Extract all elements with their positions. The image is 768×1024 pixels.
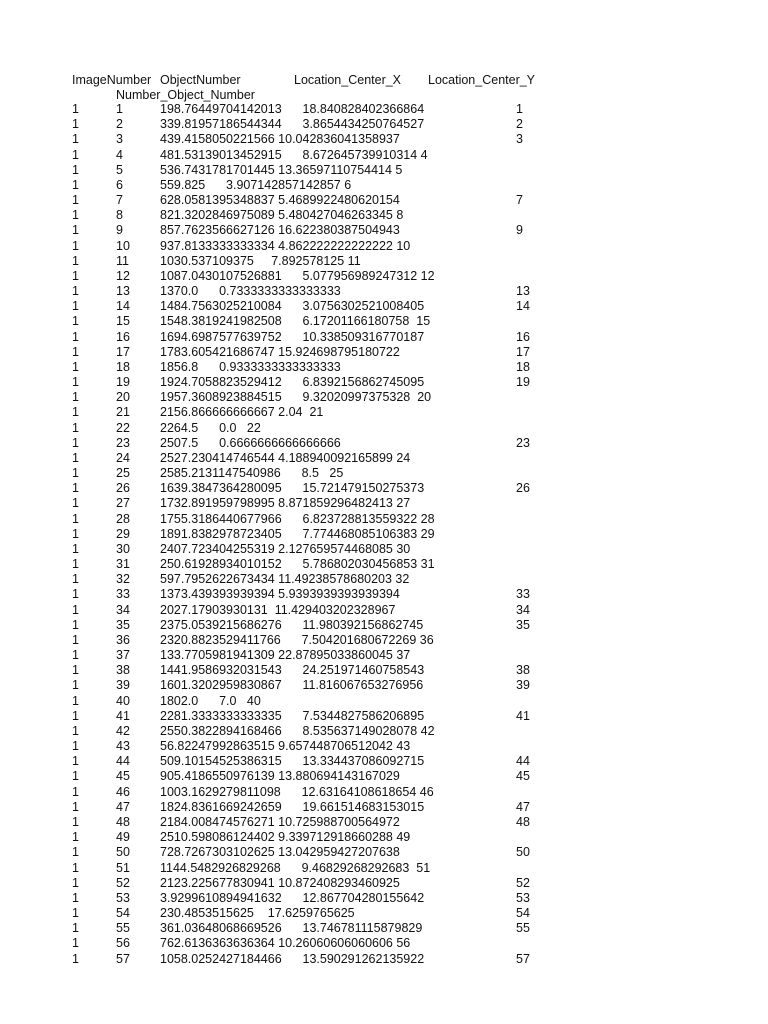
- cell-image-number: 1: [72, 375, 79, 389]
- cell-image-number: 1: [72, 952, 79, 966]
- cell-object-number: 41: [116, 709, 130, 723]
- cell-location-values: 2184.008474576271 10.725988700564972: [160, 815, 400, 829]
- cell-image-number: 1: [72, 102, 79, 116]
- cell-number-object-number: 18: [516, 360, 530, 374]
- cell-object-number: 17: [116, 345, 130, 359]
- cell-image-number: 1: [72, 330, 79, 344]
- cell-number-object-number: 23: [516, 436, 530, 450]
- cell-location-continued: 13.746781115879829: [281, 921, 423, 935]
- cell-image-number: 1: [72, 572, 79, 586]
- cell-location-values: 1030.537109375 7.892578125 11: [160, 254, 361, 268]
- cell-image-number: 1: [72, 800, 79, 814]
- cell-number-object-number: 19: [516, 375, 530, 389]
- cell-image-number: 1: [72, 618, 79, 632]
- cell-object-number: 6: [116, 178, 123, 192]
- cell-image-number: 1: [72, 891, 79, 905]
- cell-image-number: 1: [72, 496, 79, 510]
- cell-location-continued: 11.980392156862745: [281, 618, 424, 632]
- cell-location-values: 1058.0252427184466 13.590291262135922: [160, 952, 425, 966]
- cell-object-number: 25: [116, 466, 130, 480]
- cell-location-values: 762.6136363636364 10.26060606060606 56: [160, 936, 411, 950]
- cell-image-number: 1: [72, 603, 79, 617]
- cell-location-values: 1694.6987577639752 10.338509316770187: [160, 330, 425, 344]
- cell-object-number: 30: [116, 542, 130, 556]
- cell-object-number: 35: [116, 618, 130, 632]
- cell-image-number: 1: [72, 436, 79, 450]
- cell-object-number: 10: [116, 239, 130, 253]
- cell-location-values: 559.825 3.907142857142857 6: [160, 178, 352, 192]
- cell-location-continued: 7.504201680672269 36: [280, 633, 434, 647]
- cell-location-values: 133.7705981941309 22.87895033860045 37: [160, 648, 411, 662]
- cell-number-object-number: 57: [516, 952, 530, 966]
- cell-object-number: 22: [116, 421, 130, 435]
- cell-location-values: 536.7431781701445 13.36597110754414 5: [160, 163, 403, 177]
- cell-number-object-number: 13: [516, 284, 530, 298]
- cell-image-number: 1: [72, 785, 79, 799]
- cell-location-values: 2375.0539215686276 11.980392156862745: [160, 618, 424, 632]
- cell-location-continued: 7.5344827586206895: [281, 709, 425, 723]
- cell-location-continued: 3.0756302521008405: [281, 299, 425, 313]
- cell-location-continued: 13.334437086092715: [281, 754, 425, 768]
- cell-object-number: 26: [116, 481, 130, 495]
- cell-location-values: 2507.5 0.6666666666666666: [160, 436, 341, 450]
- cell-location-values: 1003.1629279811098 12.63164108618654 46: [160, 785, 434, 799]
- cell-location-values: 1548.3819241982508 6.17201166180758 15: [160, 314, 431, 328]
- cell-location-values: 1087.0430107526881 5.077956989247312 12: [160, 269, 435, 283]
- cell-location-values: 1639.3847364280095 15.721479150275373: [160, 481, 425, 495]
- cell-location-continued: 11.816067653276956: [281, 678, 424, 692]
- cell-object-number: 11: [116, 254, 129, 268]
- cell-image-number: 1: [72, 466, 79, 480]
- cell-location-values: 597.7952622673434 11.49238578680203 32: [160, 572, 410, 586]
- cell-object-number: 31: [116, 557, 130, 571]
- cell-object-number: 38: [116, 663, 130, 677]
- cell-location-values: 1924.7058823529412 6.8392156862745095: [160, 375, 425, 389]
- cell-image-number: 1: [72, 542, 79, 556]
- cell-location-values: 1144.5482926829268 9.46829268292683 51: [160, 861, 431, 875]
- header-location-center-y: Location_Center_Y: [428, 73, 536, 87]
- cell-number-object-number: 9: [516, 223, 523, 237]
- cell-object-number: 15: [116, 314, 130, 328]
- cell-image-number: 1: [72, 663, 79, 677]
- cell-image-number: 1: [72, 178, 79, 192]
- cell-location-continued: 15.721479150275373: [281, 481, 425, 495]
- cell-image-number: 1: [72, 724, 79, 738]
- cell-location-values: 1824.8361669242659 19.661514683153015: [160, 800, 425, 814]
- header-location-center-x: Location_Center_X: [294, 73, 402, 87]
- cell-image-number: 1: [72, 845, 79, 859]
- cell-object-number: 55: [116, 921, 130, 935]
- cell-number-object-number: 54: [516, 906, 530, 920]
- cell-location-continued: 5.786802030456853 31: [281, 557, 435, 571]
- cell-image-number: 1: [72, 481, 79, 495]
- cell-number-object-number: 16: [516, 330, 530, 344]
- cell-location-continued: 9.32020997375328 20: [281, 390, 432, 404]
- cell-location-values: 728.7267303102625 13.042959427207638: [160, 845, 400, 859]
- cell-number-object-number: 39: [516, 678, 530, 692]
- cell-location-continued: 8.672645739910314 4: [281, 148, 428, 162]
- cell-location-values: 361.03648068669526 13.746781115879829: [160, 921, 423, 935]
- cell-object-number: 54: [116, 906, 130, 920]
- cell-location-values: 56.82247992863515 9.657448706512042 43: [160, 739, 411, 753]
- header-image-number: ImageNumber: [72, 73, 152, 87]
- cell-image-number: 1: [72, 421, 79, 435]
- cell-image-number: 1: [72, 936, 79, 950]
- cell-number-object-number: 55: [516, 921, 530, 935]
- cell-location-values: 1957.3608923884515 9.32020997375328 20: [160, 390, 432, 404]
- cell-location-continued: 5.077956989247312 12: [281, 269, 435, 283]
- cell-location-values: 339.81957186544344 3.8654434250764527: [160, 117, 425, 131]
- cell-location-continued: 12.63164108618654 46: [280, 785, 434, 799]
- cell-object-number: 13: [116, 284, 130, 298]
- cell-location-values: 1891.8382978723405 7.774468085106383 29: [160, 527, 435, 541]
- cell-object-number: 4: [116, 148, 123, 162]
- cell-location-values: 1856.8 0.9333333333333333: [160, 360, 341, 374]
- cell-image-number: 1: [72, 193, 79, 207]
- cell-image-number: 1: [72, 208, 79, 222]
- cell-object-number: 18: [116, 360, 130, 374]
- cell-location-values: 905.4186550976139 13.880694143167029: [160, 769, 400, 783]
- cell-number-object-number: 38: [516, 663, 530, 677]
- cell-location-values: 2527.230414746544 4.188940092165899 24: [160, 451, 411, 465]
- cell-location-values: 2585.2131147540986 8.5 25: [160, 466, 344, 480]
- cell-image-number: 1: [72, 239, 79, 253]
- cell-image-number: 1: [72, 739, 79, 753]
- cell-object-number: 56: [116, 936, 130, 950]
- cell-object-number: 39: [116, 678, 130, 692]
- cell-image-number: 1: [72, 754, 79, 768]
- cell-location-continued: 6.8392156862745095: [281, 375, 425, 389]
- cell-number-object-number: 35: [516, 618, 530, 632]
- cell-object-number: 43: [116, 739, 130, 753]
- cell-object-number: 28: [116, 512, 130, 526]
- cell-object-number: 37: [116, 648, 130, 662]
- cell-number-object-number: 26: [516, 481, 530, 495]
- cell-image-number: 1: [72, 830, 79, 844]
- cell-image-number: 1: [72, 587, 79, 601]
- cell-object-number: 46: [116, 785, 130, 799]
- cell-object-number: 1: [116, 102, 123, 116]
- cell-image-number: 1: [72, 223, 79, 237]
- cell-location-values: 2407.723404255319 2.127659574468085 30: [160, 542, 411, 556]
- cell-location-continued: 8.5 25: [280, 466, 344, 480]
- cell-number-object-number: 45: [516, 769, 530, 783]
- cell-location-values: 1373.439393939394 5.9393939393939394: [160, 587, 400, 601]
- cell-location-values: 198.76449704142013 18.840828402366864: [160, 102, 425, 116]
- cell-image-number: 1: [72, 694, 79, 708]
- cell-image-number: 1: [72, 132, 79, 146]
- cell-location-continued: 6.17201166180758 15: [281, 314, 431, 328]
- cell-location-values: 2264.5 0.0 22: [160, 421, 261, 435]
- cell-image-number: 1: [72, 269, 79, 283]
- cell-image-number: 1: [72, 861, 79, 875]
- cell-number-object-number: 7: [516, 193, 523, 207]
- cell-object-number: 7: [116, 193, 123, 207]
- cell-object-number: 50: [116, 845, 130, 859]
- cell-number-object-number: 14: [516, 299, 530, 313]
- cell-location-values: 628.0581395348837 5.4689922480620154: [160, 193, 400, 207]
- cell-image-number: 1: [72, 451, 79, 465]
- cell-location-continued: 19.661514683153015: [281, 800, 425, 814]
- cell-image-number: 1: [72, 163, 79, 177]
- cell-image-number: 1: [72, 314, 79, 328]
- cell-location-values: 937.8133333333334 4.862222222222222 10: [160, 239, 411, 253]
- cell-object-number: 12: [116, 269, 130, 283]
- cell-location-values: 1601.3202959830867 11.816067653276956: [160, 678, 424, 692]
- cell-object-number: 44: [116, 754, 130, 768]
- cell-object-number: 57: [116, 952, 130, 966]
- cell-image-number: 1: [72, 527, 79, 541]
- cell-location-values: 2123.225677830941 10.872408293460925: [160, 876, 400, 890]
- cell-location-continued: 8.535637149028078 42: [281, 724, 435, 738]
- cell-location-values: 481.53139013452915 8.672645739910314 4: [160, 148, 428, 162]
- cell-image-number: 1: [72, 345, 79, 359]
- cell-number-object-number: 48: [516, 815, 530, 829]
- cell-image-number: 1: [72, 906, 79, 920]
- cell-object-number: 19: [116, 375, 130, 389]
- cell-location-values: 1732.891959798995 8.871859296482413 27: [160, 496, 411, 510]
- cell-location-continued: 10.338509316770187: [281, 330, 425, 344]
- cell-number-object-number: 33: [516, 587, 530, 601]
- cell-object-number: 53: [116, 891, 130, 905]
- cell-location-continued: 13.590291262135922: [281, 952, 425, 966]
- cell-object-number: 40: [116, 694, 130, 708]
- cell-image-number: 1: [72, 360, 79, 374]
- cell-number-object-number: 2: [516, 117, 523, 131]
- cell-location-values: 2281.3333333333335 7.5344827586206895: [160, 709, 425, 723]
- header-object-number: ObjectNumber: [160, 73, 241, 87]
- cell-image-number: 1: [72, 815, 79, 829]
- cell-location-values: 1370.0 0.7333333333333333: [160, 284, 341, 298]
- cell-object-number: 48: [116, 815, 130, 829]
- cell-location-continued: 7.774468085106383 29: [281, 527, 435, 541]
- cell-image-number: 1: [72, 678, 79, 692]
- cell-image-number: 1: [72, 284, 79, 298]
- cell-object-number: 52: [116, 876, 130, 890]
- cell-image-number: 1: [72, 148, 79, 162]
- cell-image-number: 1: [72, 921, 79, 935]
- cell-location-values: 1755.3186440677966 6.823728813559322 28: [160, 512, 435, 526]
- cell-location-values: 509.10154525386315 13.334437086092715: [160, 754, 425, 768]
- cell-number-object-number: 47: [516, 800, 530, 814]
- cell-image-number: 1: [72, 254, 79, 268]
- cell-location-values: 439.4158050221566 10.042836041358937: [160, 132, 400, 146]
- cell-object-number: 9: [116, 223, 123, 237]
- cell-object-number: 16: [116, 330, 130, 344]
- cell-location-values: 1441.9586932031543 24.251971460758543: [160, 663, 425, 677]
- cell-object-number: 24: [116, 451, 130, 465]
- cell-location-values: 250.61928934010152 5.786802030456853 31: [160, 557, 435, 571]
- cell-object-number: 14: [116, 299, 130, 313]
- cell-object-number: 42: [116, 724, 130, 738]
- cell-location-values: 2320.8823529411766 7.504201680672269 36: [160, 633, 434, 647]
- cell-object-number: 51: [116, 861, 130, 875]
- header-number-object-number: Number_Object_Number: [116, 88, 255, 102]
- cell-object-number: 45: [116, 769, 130, 783]
- cell-object-number: 3: [116, 132, 123, 146]
- cell-location-values: 3.9299610894941632 12.867704280155642: [160, 891, 425, 905]
- cell-object-number: 34: [116, 603, 130, 617]
- cell-image-number: 1: [72, 299, 79, 313]
- cell-location-values: 2510.598086124402 9.339712918660288 49: [160, 830, 411, 844]
- cell-location-continued: 6.823728813559322 28: [281, 512, 435, 526]
- cell-location-values: 1783.605421686747 15.924698795180722: [160, 345, 400, 359]
- cell-image-number: 1: [72, 709, 79, 723]
- cell-location-continued: 9.46829268292683 51: [280, 861, 431, 875]
- cell-image-number: 1: [72, 769, 79, 783]
- cell-location-continued: 24.251971460758543: [281, 663, 425, 677]
- cell-object-number: 33: [116, 587, 130, 601]
- cell-object-number: 21: [116, 405, 130, 419]
- cell-location-continued: 12.867704280155642: [281, 891, 425, 905]
- cell-object-number: 2: [116, 117, 123, 131]
- cell-image-number: 1: [72, 876, 79, 890]
- cell-object-number: 23: [116, 436, 130, 450]
- cell-number-object-number: 41: [516, 709, 530, 723]
- cell-location-continued: 3.8654434250764527: [281, 117, 425, 131]
- cell-location-values: 2550.3822894168466 8.535637149028078 42: [160, 724, 435, 738]
- cell-number-object-number: 17: [516, 345, 530, 359]
- cell-location-values: 1802.0 7.0 40: [160, 694, 261, 708]
- cell-location-values: 821.3202846975089 5.480427046263345 8: [160, 208, 404, 222]
- cell-number-object-number: 3: [516, 132, 523, 146]
- cell-image-number: 1: [72, 405, 79, 419]
- cell-image-number: 1: [72, 512, 79, 526]
- cell-image-number: 1: [72, 557, 79, 571]
- cell-location-values: 230.4853515625 17.6259765625: [160, 906, 355, 920]
- cell-location-values: 2156.866666666667 2.04 21: [160, 405, 324, 419]
- cell-image-number: 1: [72, 117, 79, 131]
- cell-object-number: 47: [116, 800, 130, 814]
- cell-object-number: 32: [116, 572, 130, 586]
- cell-object-number: 8: [116, 208, 123, 222]
- cell-number-object-number: 50: [516, 845, 530, 859]
- cell-image-number: 1: [72, 648, 79, 662]
- cell-number-object-number: 52: [516, 876, 530, 890]
- cell-number-object-number: 1: [516, 102, 523, 116]
- cell-object-number: 49: [116, 830, 130, 844]
- cell-image-number: 1: [72, 633, 79, 647]
- cell-object-number: 27: [116, 496, 130, 510]
- cell-location-continued: 18.840828402366864: [281, 102, 425, 116]
- cell-object-number: 36: [116, 633, 130, 647]
- cell-object-number: 5: [116, 163, 123, 177]
- cell-object-number: 29: [116, 527, 130, 541]
- cell-number-object-number: 44: [516, 754, 530, 768]
- cell-number-object-number: 34: [516, 603, 530, 617]
- cell-location-values: 1484.7563025210084 3.0756302521008405: [160, 299, 425, 313]
- cell-number-object-number: 53: [516, 891, 530, 905]
- cell-image-number: 1: [72, 390, 79, 404]
- cell-object-number: 20: [116, 390, 130, 404]
- cell-location-values: 857.7623566627126 16.622380387504943: [160, 223, 400, 237]
- cell-location-values: 2027.17903930131 11.429403202328967: [160, 603, 396, 617]
